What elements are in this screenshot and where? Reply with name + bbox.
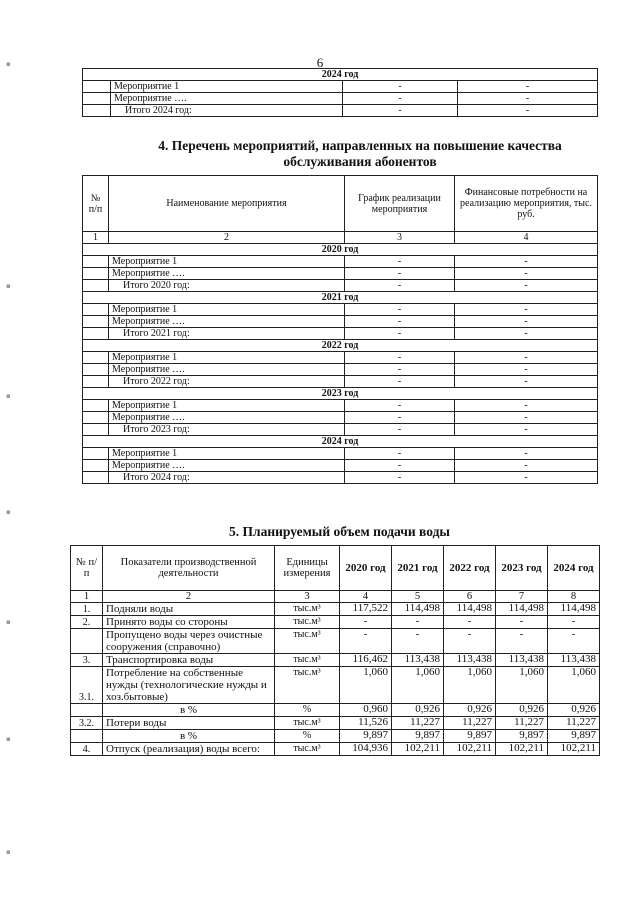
header-schedule: График реализации мероприятия (345, 176, 455, 232)
num-cell (83, 400, 109, 412)
indicator-name: Транспортировка воды (103, 654, 275, 667)
unit-cell: тыс.м³ (275, 743, 340, 756)
finance-cell: - (455, 256, 598, 268)
unit-cell: тыс.м³ (275, 667, 340, 704)
value-cell: 117,522 (340, 603, 392, 616)
table-row (71, 704, 600, 717)
schedule-cell: - (345, 472, 455, 484)
value-cell: 113,438 (496, 654, 548, 667)
year-row (83, 292, 598, 304)
year-label: 2024 год (83, 436, 598, 448)
value-cell: 1,060 (496, 667, 548, 704)
num-cell (83, 316, 109, 328)
unit-cell: % (275, 730, 340, 743)
row-number: 4. (71, 743, 103, 756)
value-cell: - (548, 616, 600, 629)
index-cell: 4 (340, 591, 392, 603)
value-cell: 1,060 (340, 667, 392, 704)
value-cell: 1,060 (548, 667, 600, 704)
indicator-name: в % (103, 730, 275, 743)
value-cell: 11,526 (340, 717, 392, 730)
finance-cell: - (455, 364, 598, 376)
finance-cell: - (455, 448, 598, 460)
value-cell: 9,897 (340, 730, 392, 743)
value-cell: 114,498 (392, 603, 444, 616)
activity-name: Мероприятие …. (109, 364, 345, 376)
index-cell: 1 (71, 591, 103, 603)
value-cell: 0,926 (548, 704, 600, 717)
scan-mark: ▪ (6, 508, 11, 516)
total-label: Итого 2021 год: (109, 328, 345, 340)
activity-name: Мероприятие …. (109, 412, 345, 424)
unit-cell: тыс.м³ (275, 654, 340, 667)
table-row (83, 328, 598, 340)
activity-name: Мероприятие 1 (111, 81, 343, 93)
header-num: № п/п (71, 546, 103, 591)
year-row (83, 436, 598, 448)
activity-name: Мероприятие …. (109, 460, 345, 472)
num-cell (83, 364, 109, 376)
index-cell: 3 (275, 591, 340, 603)
value-cell: 113,438 (548, 654, 600, 667)
table-row (71, 730, 600, 743)
index-cell: 7 (496, 591, 548, 603)
value-cell: 0,926 (496, 704, 548, 717)
total-label: Итого 2024 год: (109, 472, 345, 484)
schedule-cell: - (343, 81, 458, 93)
header-year: 2023 год (496, 546, 548, 591)
finance-cell: - (455, 400, 598, 412)
value-cell: 11,227 (496, 717, 548, 730)
activity-name: Мероприятие 1 (109, 256, 345, 268)
activity-name: Мероприятие 1 (109, 304, 345, 316)
finance-cell: - (455, 376, 598, 388)
finance-cell: - (455, 352, 598, 364)
num-cell (83, 376, 109, 388)
value-cell: - (444, 629, 496, 654)
value-cell: 1,060 (392, 667, 444, 704)
unit-cell: % (275, 704, 340, 717)
num-cell (83, 256, 109, 268)
activity-name: Мероприятие 1 (109, 448, 345, 460)
value-cell: - (548, 629, 600, 654)
schedule-cell: - (343, 105, 458, 117)
schedule-cell: - (345, 460, 455, 472)
value-cell: 102,211 (496, 743, 548, 756)
row-number (71, 704, 103, 717)
section4-title (110, 138, 610, 170)
table-row (71, 667, 600, 704)
schedule-cell: - (345, 400, 455, 412)
index-cell: 6 (444, 591, 496, 603)
indicator-name: Потери воды (103, 717, 275, 730)
num-cell (83, 472, 109, 484)
schedule-cell: - (343, 93, 458, 105)
num-cell (83, 448, 109, 460)
index-cell: 2 (103, 591, 275, 603)
index-cell: 1 (83, 232, 109, 244)
value-cell: 9,897 (444, 730, 496, 743)
header-year: 2024 год (548, 546, 600, 591)
value-cell: - (496, 629, 548, 654)
schedule-cell: - (345, 280, 455, 292)
table-row (71, 603, 600, 616)
table-row (83, 376, 598, 388)
value-cell: - (392, 616, 444, 629)
schedule-cell: - (345, 316, 455, 328)
finance-cell: - (455, 316, 598, 328)
schedule-cell: - (345, 304, 455, 316)
indicator-name: Отпуск (реализация) воды всего: (103, 743, 275, 756)
value-cell: 113,438 (392, 654, 444, 667)
table-row (83, 412, 598, 424)
section4-table (82, 175, 598, 484)
schedule-cell: - (345, 268, 455, 280)
row-number: 3.1. (71, 667, 103, 704)
value-cell: 114,498 (444, 603, 496, 616)
scan-mark: ▪ (6, 392, 11, 400)
total-label: Итого 2022 год: (109, 376, 345, 388)
finance-cell: - (455, 472, 598, 484)
finance-cell: - (458, 93, 598, 105)
year-row (83, 244, 598, 256)
num-cell (83, 280, 109, 292)
header-year: 2020 год (340, 546, 392, 591)
finance-cell: - (455, 280, 598, 292)
scan-mark: ▪ (6, 848, 11, 856)
value-cell: 0,926 (444, 704, 496, 717)
value-cell: 114,498 (496, 603, 548, 616)
table-row (83, 268, 598, 280)
finance-cell: - (455, 304, 598, 316)
scan-mark: ▪ (6, 618, 11, 626)
schedule-cell: - (345, 364, 455, 376)
value-cell: 102,211 (444, 743, 496, 756)
section5-title: 5. Планируемый объем подачи воды (229, 524, 450, 539)
indicator-name: Потребление на собственные нужды (технологические нужды и хоз.бытовые) (103, 667, 275, 704)
row-number: 3. (71, 654, 103, 667)
value-cell: - (392, 629, 444, 654)
index-cell: 8 (548, 591, 600, 603)
table-row (83, 316, 598, 328)
value-cell: 11,227 (444, 717, 496, 730)
index-cell: 2 (109, 232, 345, 244)
year-row (83, 388, 598, 400)
unit-cell: тыс.м³ (275, 616, 340, 629)
value-cell: 104,936 (340, 743, 392, 756)
finance-cell: - (455, 328, 598, 340)
index-cell: 5 (392, 591, 444, 603)
table-row (83, 304, 598, 316)
row-number: 3.2. (71, 717, 103, 730)
scan-mark: ▪ (6, 282, 11, 290)
unit-cell: тыс.м³ (275, 603, 340, 616)
schedule-cell: - (345, 376, 455, 388)
table-row (71, 616, 600, 629)
row-number (71, 629, 103, 654)
table-row (83, 364, 598, 376)
indicator-name: Пропущено воды через очистные сооружения (справочно) (103, 629, 275, 654)
header-name: Наименование мероприятия (109, 176, 345, 232)
value-cell: 11,227 (392, 717, 444, 730)
value-cell: 9,897 (548, 730, 600, 743)
header-num: № п/п (83, 176, 109, 232)
index-cell: 3 (345, 232, 455, 244)
total-label: Итого 2024 год: (111, 105, 343, 117)
index-cell: 4 (455, 232, 598, 244)
value-cell: 102,211 (392, 743, 444, 756)
value-cell: 11,227 (548, 717, 600, 730)
top-continuation-table (82, 68, 598, 117)
value-cell: - (444, 616, 496, 629)
row-number: 1. (71, 603, 103, 616)
table-row (83, 280, 598, 292)
value-cell: 0,960 (340, 704, 392, 717)
table-row (83, 448, 598, 460)
schedule-cell: - (345, 448, 455, 460)
table-row (71, 629, 600, 654)
unit-cell: тыс.м³ (275, 629, 340, 654)
value-cell: 102,211 (548, 743, 600, 756)
header-year: 2021 год (392, 546, 444, 591)
finance-cell: - (455, 412, 598, 424)
scan-mark: ▪ (6, 60, 11, 68)
value-cell: - (340, 616, 392, 629)
row-number (71, 730, 103, 743)
section4-title-line1: 4. Перечень мероприятий, направленных на повышение качества (158, 138, 562, 153)
schedule-cell: - (345, 412, 455, 424)
value-cell: - (340, 629, 392, 654)
year-label: 2020 год (83, 244, 598, 256)
table-row (71, 717, 600, 730)
finance-cell: - (455, 460, 598, 472)
value-cell: 114,498 (548, 603, 600, 616)
total-label: Итого 2023 год: (109, 424, 345, 436)
section4-title-line2: обслуживания абонентов (283, 154, 437, 169)
finance-cell: - (455, 424, 598, 436)
header-unit: Единицы измерения (275, 546, 340, 591)
value-cell: 113,438 (444, 654, 496, 667)
finance-cell: - (458, 105, 598, 117)
value-cell: 1,060 (444, 667, 496, 704)
num-cell (83, 304, 109, 316)
activity-name: Мероприятие 1 (109, 400, 345, 412)
num-cell (83, 352, 109, 364)
total-label: Итого 2020 год: (109, 280, 345, 292)
year-row: 2024 год (83, 69, 598, 81)
schedule-cell: - (345, 328, 455, 340)
section5-table (70, 545, 600, 756)
schedule-cell: - (345, 424, 455, 436)
header-finance: Финансовые потребности на реализацию мероприятия, тыс. руб. (455, 176, 598, 232)
activity-name: Мероприятие …. (109, 268, 345, 280)
header-indicator: Показатели производственной деятельности (103, 546, 275, 591)
value-cell: 0,926 (392, 704, 444, 717)
unit-cell: тыс.м³ (275, 717, 340, 730)
activity-name: Мероприятие …. (109, 316, 345, 328)
indicator-name: в % (103, 704, 275, 717)
indicator-name: Принято воды со стороны (103, 616, 275, 629)
row-number: 2. (71, 616, 103, 629)
activity-name: Мероприятие 1 (109, 352, 345, 364)
num-cell (83, 460, 109, 472)
num-cell (83, 328, 109, 340)
value-cell: 9,897 (496, 730, 548, 743)
year-label: 2023 год (83, 388, 598, 400)
finance-cell: - (458, 81, 598, 93)
table-row (83, 256, 598, 268)
table-row (71, 743, 600, 756)
activity-name: Мероприятие …. (111, 93, 343, 105)
finance-cell: - (455, 268, 598, 280)
year-label: 2022 год (83, 340, 598, 352)
indicator-name: Подняли воды (103, 603, 275, 616)
num-cell (83, 412, 109, 424)
table-row (83, 472, 598, 484)
table-row (71, 654, 600, 667)
year-label: 2021 год (83, 292, 598, 304)
num-cell (83, 424, 109, 436)
schedule-cell: - (345, 352, 455, 364)
value-cell: 9,897 (392, 730, 444, 743)
table-row (83, 352, 598, 364)
year-row (83, 340, 598, 352)
table-row (83, 460, 598, 472)
value-cell: - (496, 616, 548, 629)
schedule-cell: - (345, 256, 455, 268)
table-row (83, 400, 598, 412)
table-row (83, 424, 598, 436)
num-cell (83, 268, 109, 280)
value-cell: 116,462 (340, 654, 392, 667)
page-number: 6 (316, 55, 324, 70)
header-year: 2022 год (444, 546, 496, 591)
scan-mark: ▪ (6, 735, 11, 743)
